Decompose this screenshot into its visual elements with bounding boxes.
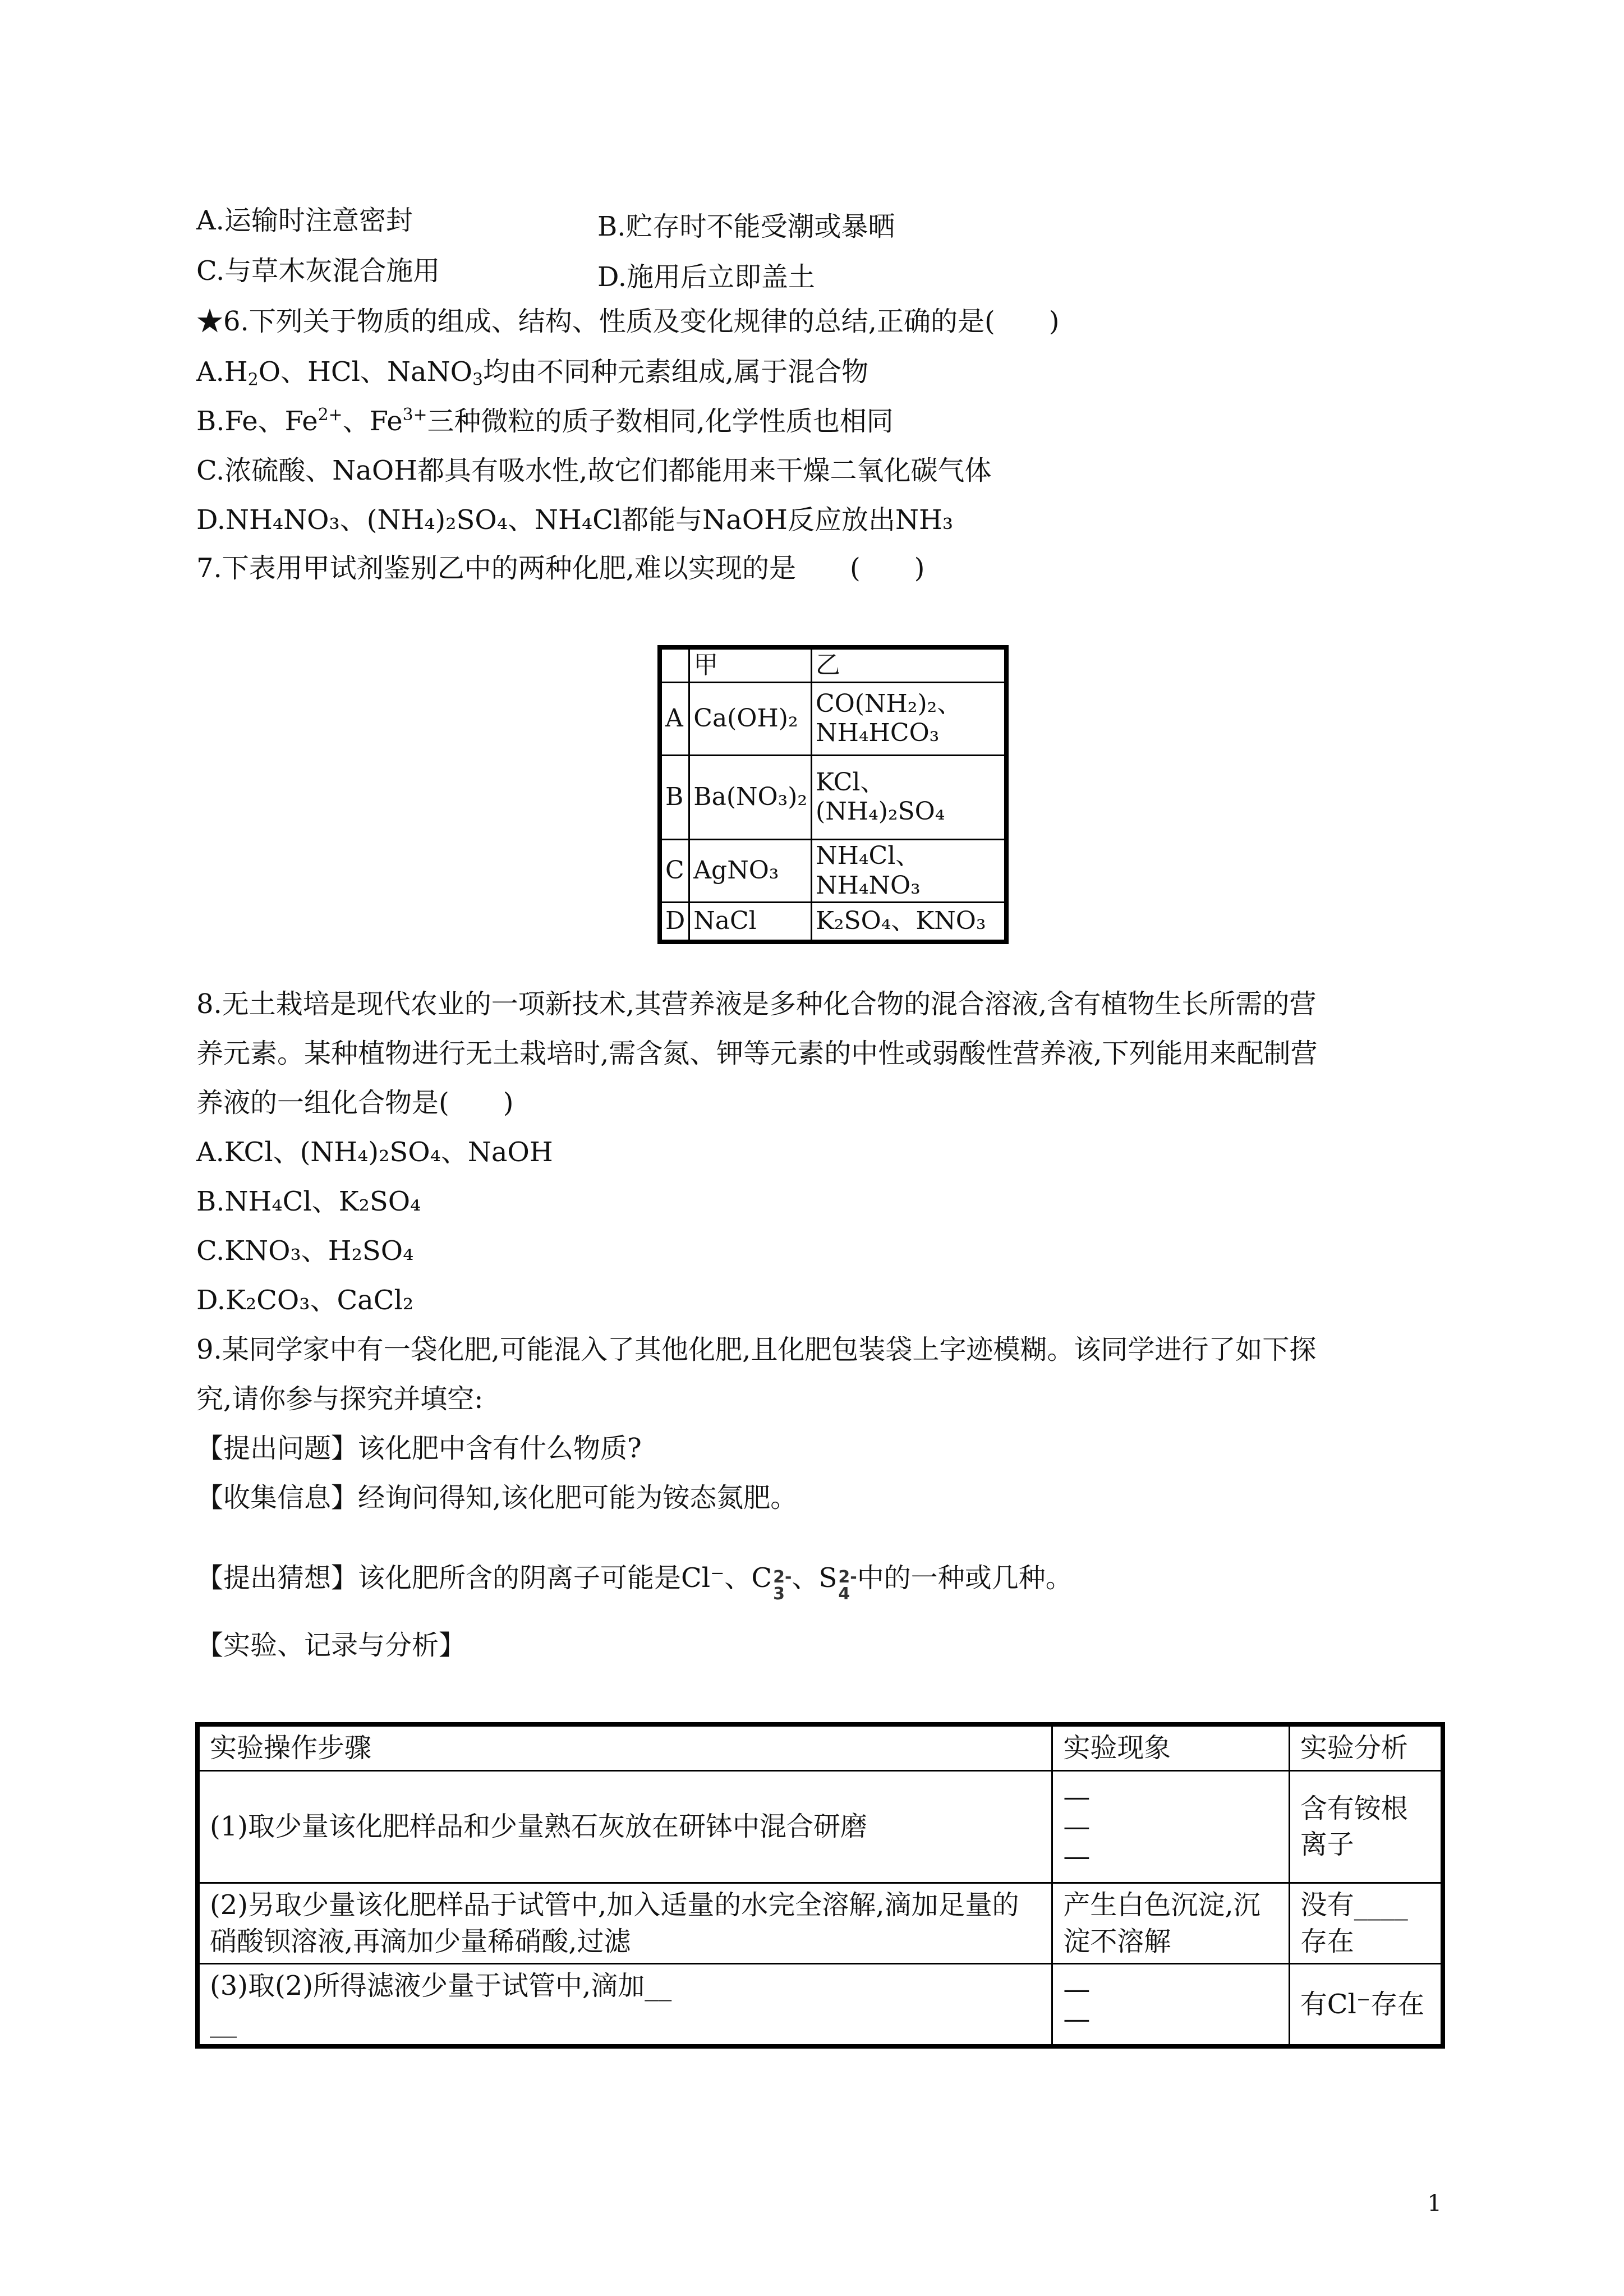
q6-option-d: D.NH₄NO₃、(NH₄)₂SO₄、NH₄Cl都能与NaOH反应放出NH₃ — [196, 504, 954, 536]
table-cell: (2)另取少量该化肥样品于试管中,加入适量的水完全溶解,滴加足量的硝酸钡溶液,再滴加少量稀硝酸,过滤 — [197, 1883, 1052, 1964]
table-cell: 产生白色沉淀,沉淀不溶解 — [1052, 1883, 1289, 1964]
table-cell: 含有铵根离子 — [1289, 1770, 1443, 1883]
q6-option-a: $A.H_2O$、HCl、NaNO$_3$均由不同种元素组成,属于混合物 — [196, 356, 869, 390]
table-cell: A — [660, 682, 689, 755]
q6-option-b: B.Fe、$Fe^{2+}$、$Fe^{3+}$三种微粒的质子数相同,化学性质也相同 — [196, 405, 894, 437]
q9-experiment-table — [195, 1722, 1445, 2049]
table-cell: — — — — [1052, 1770, 1289, 1883]
q8-stem-line-2: 养元素。某种植物进行无土栽培时,需含氮、钾等元素的中性或弱酸性营养液,下列能用来配制营 — [196, 1038, 1318, 1069]
table-row — [660, 682, 1006, 755]
table-cell: Ba(NO₃)₂ — [689, 755, 812, 839]
table-header-cell: 乙 — [812, 647, 1007, 682]
table-row — [660, 755, 1006, 839]
table-header-cell: 实验分析 — [1289, 1724, 1443, 1770]
q9-experiment-title: 【实验、记录与分析】 — [196, 1630, 466, 1661]
q8-option-d: D.K₂CO₃、CaCl₂ — [196, 1285, 414, 1316]
table-header-row — [197, 1724, 1443, 1770]
table-header-cell: 实验现象 — [1052, 1724, 1289, 1770]
q8-stem-line-1: 8.无土栽培是现代农业的一项新技术,其营养液是多种化合物的混合溶液,含有植物生长所需的营 — [196, 988, 1317, 1020]
page-number: 1 — [1427, 2191, 1442, 2216]
table-header-cell — [660, 647, 689, 682]
table-cell: (3)取(2)所得滤液少量于试管中,滴加__ __ — [197, 1964, 1052, 2046]
table-row — [660, 903, 1006, 942]
table-cell: 有Cl⁻存在 — [1289, 1964, 1443, 2046]
table-cell: NH₄Cl、NH₄NO₃ — [812, 839, 1007, 903]
table-cell: 没有____存在 — [1289, 1883, 1443, 1964]
q5-option-c: C.与草木灰混合施用 — [196, 255, 440, 287]
q5-option-a: A.运输时注意密封 — [196, 205, 413, 236]
table-header-cell: 甲 — [689, 647, 812, 682]
q9-stem-line-1: 9.某同学家中有一袋化肥,可能混入了其他化肥,且化肥包装袋上字迹模糊。该同学进行了如下探 — [196, 1334, 1317, 1365]
table-header-row — [660, 647, 1006, 682]
q8-option-a: A.KCl、(NH₄)₂SO₄、NaOH — [196, 1137, 553, 1168]
table-row — [197, 1883, 1443, 1964]
q8-stem-line-3: 养液的一组化合物是( ) — [196, 1087, 514, 1119]
table-row — [197, 1964, 1443, 2046]
table-cell: K₂SO₄、KNO₃ — [812, 903, 1007, 942]
q9-problem: 【提出问题】该化肥中含有什么物质? — [196, 1433, 642, 1464]
q8-option-c: C.KNO₃、H₂SO₄ — [196, 1235, 414, 1267]
q5-option-d: D.施用后立即盖土 — [597, 261, 816, 293]
table-cell: CO(NH₂)₂、NH₄HCO₃ — [812, 682, 1007, 755]
table-cell: B — [660, 755, 689, 839]
table-cell: NaCl — [689, 903, 812, 942]
q5-option-b: B.贮存时不能受潮或暴晒 — [597, 211, 895, 242]
table-cell: KCl、(NH₄)₂SO₄ — [812, 755, 1007, 839]
q8-option-b: B.NH₄Cl、K₂SO₄ — [196, 1186, 421, 1217]
carbonate-charge: 2- 3 — [773, 1567, 792, 1604]
table-cell: AgNO₃ — [689, 839, 812, 903]
table-cell: Ca(OH)₂ — [689, 682, 812, 755]
q7-stem: 7.下表用甲试剂鉴别乙中的两种化肥,难以实现的是 ( ) — [196, 553, 925, 584]
q9-guess: 【提出猜想】该化肥所含的阴离子可能是Cl⁻、C 2- 3 、S 2- 4 中的一种或几种。 — [196, 1562, 1073, 1604]
q6-option-c: C.浓硫酸、NaOH都具有吸水性,故它们都能用来干燥二氧化碳气体 — [196, 455, 992, 486]
table-header-cell: 实验操作步骤 — [197, 1724, 1052, 1770]
q6-stem: ★6.下列关于物质的组成、结构、性质及变化规律的总结,正确的是( ) — [196, 306, 1060, 337]
table-cell: D — [660, 903, 689, 942]
table-cell: (1)取少量该化肥样品和少量熟石灰放在研钵中混合研磨 — [197, 1770, 1052, 1883]
q9-info: 【收集信息】经询问得知,该化肥可能为铵态氮肥。 — [196, 1482, 798, 1513]
q7-table — [657, 645, 1009, 944]
sulfate-charge: 2- 4 — [838, 1567, 857, 1604]
table-cell: — — — [1052, 1964, 1289, 2046]
table-row — [197, 1770, 1443, 1883]
table-cell: C — [660, 839, 689, 903]
q9-stem-line-2: 究,请你参与探究并填空: — [196, 1383, 484, 1415]
table-row — [660, 839, 1006, 903]
